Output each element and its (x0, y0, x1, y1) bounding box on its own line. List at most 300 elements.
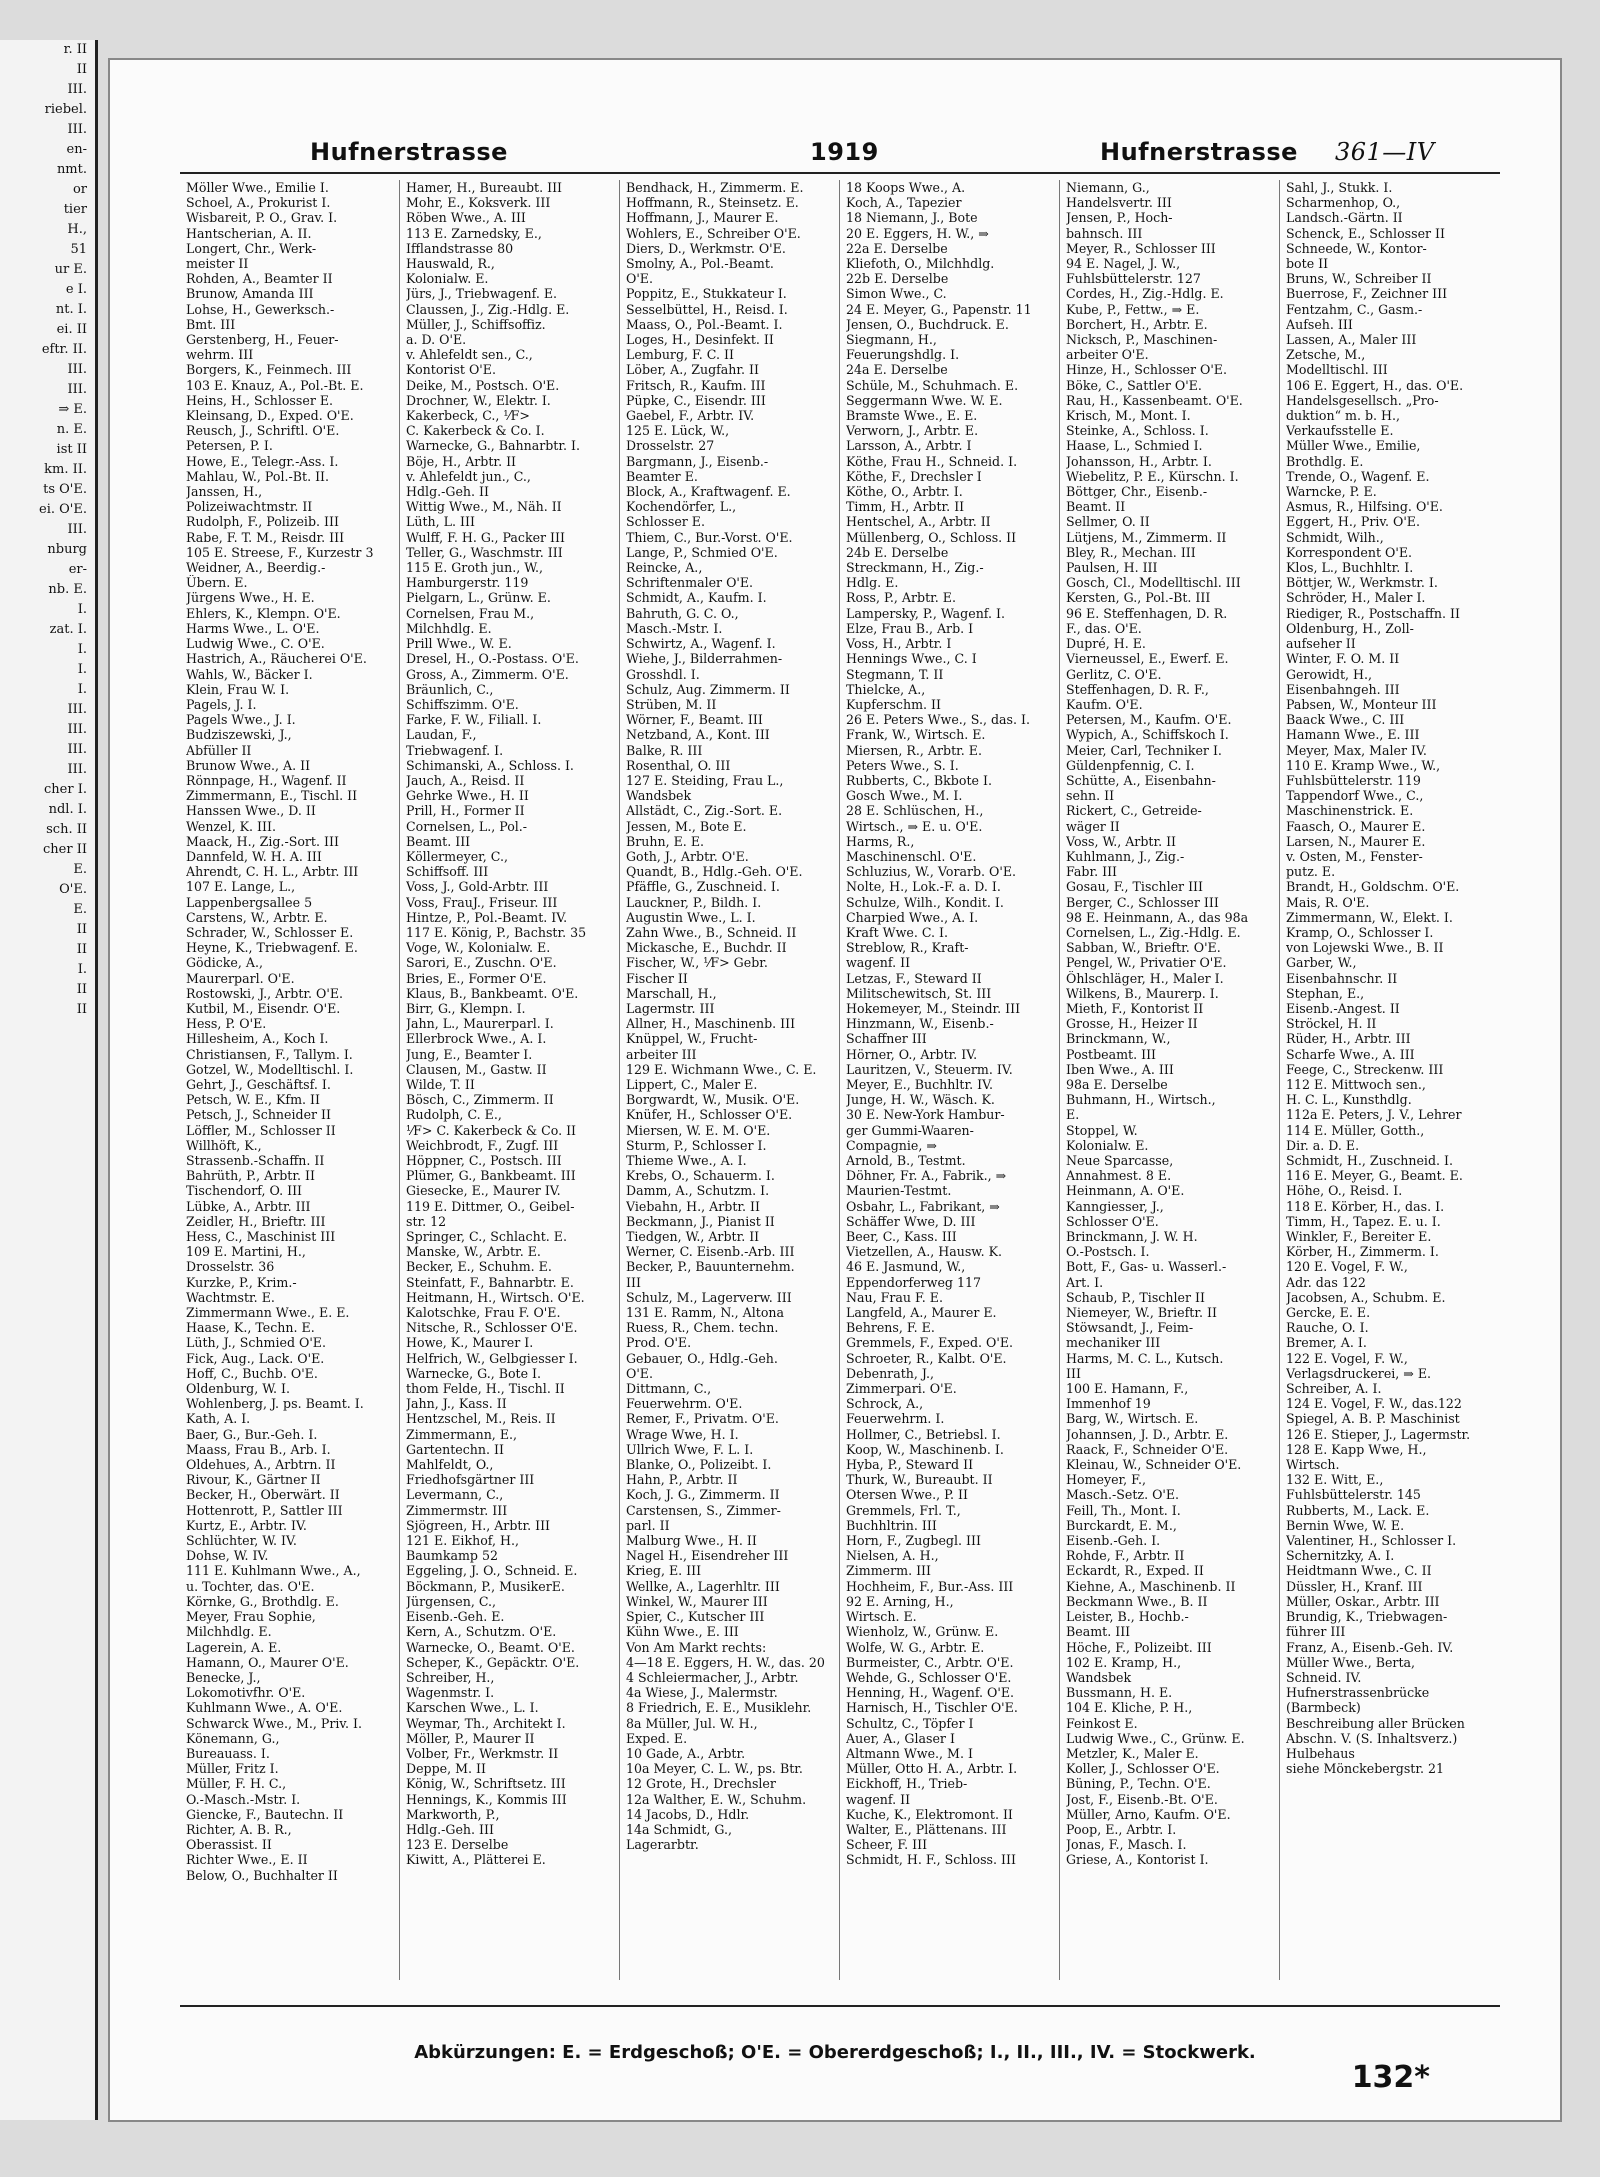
directory-entry: Böje, H., Arbtr. II (406, 453, 517, 469)
directory-entry: Asmus, R., Hilfsing. O'E. (1286, 499, 1443, 515)
directory-entry: Ruess, R., Chem. techn. (626, 1320, 779, 1336)
directory-entry: Becker, P., Bauunternehm. (626, 1259, 795, 1275)
directory-entry: Budziszewski, J., (186, 727, 292, 743)
directory-entry: arbeiter O'E. (1066, 347, 1149, 363)
street-name-right: Hufnerstrasse (1100, 138, 1298, 166)
directory-entry: Larsen, N., Maurer E. (1286, 833, 1426, 849)
directory-entry: Hörner, O., Arbtr. IV. (846, 1046, 978, 1062)
directory-entry: Köthe, Frau H., Schneid. I. (846, 453, 1018, 469)
directory-entry: Eisenb.-Geh. E. (406, 1609, 505, 1625)
directory-entry: 30 E. New-York Hambur- (846, 1107, 1005, 1123)
directory-entry: Adr. das 122 (1286, 1274, 1366, 1290)
directory-entry: Springer, C., Schlacht. E. (406, 1229, 567, 1245)
directory-entry: Hamann Wwe., E. III (1286, 727, 1420, 743)
directory-entry: Remer, F., Privatm. O'E. (626, 1411, 779, 1427)
directory-entry: Gehrke Wwe., H. II (406, 788, 529, 804)
directory-entry: Kolonialw. E. (1066, 1137, 1149, 1153)
directory-entry: Hennings, K., Kommis III (406, 1791, 567, 1807)
directory-entry: Strassenb.-Schaffn. II (186, 1153, 325, 1168)
directory-entry: Hentschel, A., Arbtr. II (846, 514, 991, 530)
directory-entry: Handelsvertr. III (1066, 195, 1172, 211)
left-strip-fragment: I. (77, 602, 87, 617)
directory-entry: Schroeter, R., Kalbt. O'E. (846, 1350, 1007, 1366)
directory-entry: Dohse, W. IV. (186, 1548, 269, 1564)
directory-entry: Reusch, J., Schriftl. O'E. (186, 423, 340, 439)
directory-entry: 120 E. Vogel, F. W., (1286, 1259, 1408, 1275)
directory-entry: Müller, Oskar., Arbtr. III (1286, 1593, 1440, 1609)
directory-entry: Nielsen, A. H., (846, 1548, 939, 1564)
directory-entry: Bott, F., Gas- u. Wasserl.- (1066, 1259, 1227, 1275)
left-strip-fragment: ist II (56, 442, 87, 457)
directory-entry: ger Gummi-Waaren- (846, 1122, 974, 1138)
directory-entry: Meyer, E., Buchhltr. IV. (846, 1076, 994, 1092)
directory-entry: Bley, R., Mechan. III (1066, 544, 1196, 560)
directory-entry: 114 E. Müller, Gotth., (1286, 1122, 1425, 1138)
left-strip-fragment: III. (67, 762, 87, 777)
directory-entry: Müller, Fritz I. (186, 1761, 279, 1777)
directory-entry: Baack Wwe., C. III (1286, 712, 1405, 728)
directory-entry: 119 E. Dittmer, O., Geibel- (406, 1198, 575, 1214)
directory-entry: Cornelsen, L., Zig.-Hdlg. E. (1066, 924, 1241, 940)
directory-entry: putz. E. (1286, 864, 1336, 880)
directory-entry: Beamt. II (1066, 499, 1126, 515)
directory-entry: Zimmerm. III (846, 1563, 932, 1579)
directory-entry: Böttjer, W., Werkmstr. I. (1286, 575, 1438, 591)
directory-entry: Kakerbeck, C., ⅟F> (406, 408, 530, 424)
directory-entry: Barg, W., Wirtsch. E. (1066, 1411, 1199, 1427)
directory-entry: Peters Wwe., S. I. (846, 757, 959, 773)
directory-entry: Fick, Aug., Lack. O'E. (186, 1350, 325, 1366)
page-header (110, 130, 1560, 170)
directory-entry: Schernitzky, A. I. (1286, 1548, 1395, 1564)
directory-entry: Körber, H., Zimmerm. I. (1286, 1244, 1439, 1260)
directory-entry: Heidtmann Wwe., C. II (1286, 1563, 1432, 1579)
directory-entry: Wilde, T. II (406, 1076, 475, 1092)
directory-entry: Hulbehaus (1286, 1745, 1355, 1761)
directory-entry: Prod. O'E. (626, 1335, 692, 1351)
directory-entry: 129 E. Wichmann Wwe., C. E. (626, 1061, 817, 1077)
directory-entry: Sellmer, O. II (1066, 514, 1150, 530)
directory-entry: 104 E. Kliche, P. H., (1066, 1700, 1193, 1716)
directory-entry: Blanke, O., Polizeibt. I. (626, 1457, 772, 1473)
directory-entry: 22b E. Derselbe (846, 271, 949, 287)
directory-entry: Wohlenberg, J. ps. Beamt. I. (186, 1396, 364, 1412)
year: 1919 (810, 138, 879, 166)
directory-entry: Schmidt, H., Zuschneid. I. (1286, 1153, 1454, 1168)
directory-entry: Lippert, C., Maler E. (626, 1076, 758, 1092)
directory-entry: Fischer II (626, 970, 688, 986)
directory-entry: Wahls, W., Bäcker I. (186, 666, 313, 682)
directory-entry: Steinfatt, F., Bahnarbtr. E. (406, 1274, 574, 1290)
directory-entry: Wiehe, J., Bilderrahmen- (626, 651, 783, 667)
directory-entry: O'E. (626, 271, 653, 287)
directory-entry: v. Ahlefeldt sen., C., (406, 347, 533, 363)
directory-entry: Deike, M., Postsch. O'E. (406, 377, 560, 393)
page-number: 132* (1351, 2060, 1430, 2095)
directory-entry: Schulze, Wilh., Kondit. I. (846, 894, 1004, 910)
directory-entry: Kiehne, A., Maschinenb. II (1066, 1578, 1236, 1594)
directory-entry: Beckmann Wwe., B. II (1066, 1593, 1208, 1609)
directory-entry: Löber, A., Zugfahr. II (626, 362, 760, 378)
directory-entry: Ludwig Wwe., C., Grünw. E. (1066, 1730, 1245, 1746)
directory-entry: Oldehues, A., Arbtrn. II (186, 1457, 336, 1473)
directory-entry: Below, O., Buchhalter II (186, 1867, 338, 1883)
directory-entry: Rönnpage, H., Wagenf. II (186, 772, 347, 788)
directory-entry: Hoff, C., Buchb. O'E. (186, 1365, 318, 1381)
directory-entry: Schlüchter, W. IV. (186, 1533, 297, 1549)
directory-entry: Pagels, J. I. (186, 696, 257, 712)
left-strip-fragment: III. (67, 722, 87, 737)
directory-entry: Petsch, J., Schneider II (186, 1107, 332, 1123)
directory-entry: Hentzschel, M., Reis. II (406, 1411, 556, 1427)
directory-entry: wäger II (1066, 818, 1120, 834)
directory-entry: arbeiter III (626, 1046, 697, 1062)
directory-entry: 4a Wiese, J., Malermstr. (626, 1685, 778, 1701)
directory-entry: Wachtmstr. E. (186, 1289, 275, 1305)
directory-entry: Ellerbrock Wwe., A. I. (406, 1031, 547, 1047)
directory-entry: Damm, A., Schutzm. I. (626, 1183, 770, 1199)
directory-entry: Köthe, O., Arbtr. I. (846, 484, 963, 500)
directory-entry: 14a Schmidt, G., (626, 1821, 733, 1837)
directory-entry: Simon Wwe., C. (846, 286, 947, 302)
left-strip-fragment: III. (67, 82, 87, 97)
directory-entry: Gehrt, J., Geschäftsf. I. (186, 1076, 331, 1092)
left-strip-fragment: ei. II (56, 322, 87, 337)
directory-entry: 98 E. Heinmann, A., das 98a (1066, 909, 1249, 925)
directory-entry: u. Tochter, das. O'E. (186, 1578, 315, 1594)
directory-entry: Jonas, F., Masch. I. (1066, 1837, 1187, 1853)
directory-entry: 10 Gade, A., Arbtr. (626, 1745, 746, 1761)
directory-entry: Reincke, A., (626, 560, 703, 576)
directory-entry: Lübke, A., Arbtr. III (186, 1198, 311, 1214)
directory-column-5 (1060, 180, 1280, 1980)
left-strip-fragment: II (76, 1002, 87, 1017)
directory-entry: Cornelsen, L., Pol.- (406, 818, 528, 834)
directory-entry: Jürs, J., Triebwagenf. E. (406, 286, 558, 302)
directory-entry: Riediger, R., Postschaffn. II (1286, 605, 1460, 621)
left-strip-fragment: E. (73, 862, 87, 877)
directory-entry: Sjögreen, H., Arbtr. III (406, 1517, 551, 1533)
directory-entry: 113 E. Zarnedsky, E., (406, 225, 542, 241)
directory-entry: Fuhlsbüttelerstr. 127 (1066, 271, 1201, 287)
directory-entry: 117 E. König, P., Bachstr. 35 (406, 924, 587, 940)
directory-entry: Schneede, W., Kontor- (1286, 240, 1427, 256)
directory-entry: Kraft Wwe. C. I. (846, 924, 949, 940)
directory-entry: Müller, F. H. C., (186, 1776, 287, 1792)
left-strip-fragment: O'E. (59, 882, 87, 897)
directory-entry: Deppe, M. II (406, 1761, 486, 1777)
directory-entry: Hastrich, A., Räucherei O'E. (186, 651, 367, 667)
directory-entry: Hollmer, C., Betriebsl. I. (846, 1426, 1001, 1442)
directory-entry: 102 E. Kramp, H., (1066, 1654, 1182, 1670)
directory-entry: Longert, Chr., Werk- (186, 240, 317, 256)
directory-entry: Sarori, E., Zuschn. O'E. (406, 955, 557, 971)
directory-entry: Lüth, J., Schmied O'E. (186, 1335, 326, 1351)
directory-entry: Rüder, H., Arbtr. III (1286, 1031, 1411, 1047)
directory-entry: Maschinenstrick. E. (1286, 803, 1414, 819)
directory-entry: Landsch.-Gärtn. II (1286, 210, 1403, 226)
directory-entry: Öhlschläger, H., Maler I. (1066, 970, 1224, 986)
directory-entry: Hillesheim, A., Koch I. (186, 1031, 329, 1047)
directory-entry: Schlosser O'E. (1066, 1213, 1159, 1229)
directory-entry: 124 E. Vogel, F. W., das.122 (1286, 1396, 1462, 1412)
directory-entry: Hauswald, R., (406, 256, 495, 272)
directory-entry: Krisch, M., Mont. I. (1066, 408, 1191, 424)
directory-entry: Harms Wwe., L. O'E. (186, 620, 320, 636)
left-strip-fragment: or (72, 182, 87, 197)
directory-entry: Teller, G., Waschmstr. III (406, 544, 563, 560)
directory-entry: Knüppel, W., Frucht- (626, 1031, 758, 1047)
directory-column-1 (180, 180, 400, 1980)
left-strip-fragment: II (76, 942, 87, 957)
directory-entry: König, W., Schriftsetz. III (406, 1776, 566, 1792)
directory-entry: 121 E. Eikhof, H., (406, 1533, 519, 1549)
directory-entry: Frank, W., Wirtsch. E. (846, 727, 986, 743)
directory-entry: Zimmermstr. III (406, 1502, 508, 1518)
directory-entry: Düssler, H., Kranf. III (1286, 1578, 1423, 1594)
directory-entry: Kliefoth, O., Milchhdlg. (846, 256, 995, 272)
directory-entry: Mohr, E., Koksverk. III (406, 195, 551, 211)
directory-entry: Ullrich Wwe, F. L. I. (626, 1441, 754, 1457)
directory-entry: Stegmann, T. II (846, 666, 944, 682)
directory-entry: Wirtsch., ⇒ E. u. O'E. (846, 818, 983, 834)
directory-entry: Von Am Markt rechts: (626, 1639, 767, 1655)
left-strip-fragment: er- (68, 562, 87, 577)
directory-entry: Köthe, F., Drechsler I (846, 468, 982, 484)
directory-entry: Gosch Wwe., M. I. (846, 788, 963, 804)
directory-entry: Gartentechn. II (406, 1441, 504, 1457)
directory-entry: Eggert, H., Priv. O'E. (1286, 514, 1420, 530)
directory-entry: Bmt. III (186, 316, 236, 332)
directory-entry: Schaffner III (846, 1031, 927, 1047)
directory-entry: 128 E. Kapp Wwe, H., (1286, 1441, 1427, 1457)
directory-entry: Meier, Carl, Techniker I. (1066, 742, 1222, 758)
directory-entry: Altmann Wwe., M. I (846, 1745, 973, 1761)
directory-entry: Burckardt, E. M., (1066, 1517, 1177, 1533)
directory-entry: Milchhdlg. E. (186, 1624, 272, 1640)
directory-entry: Becker, H., Oberwärt. II (186, 1487, 340, 1503)
directory-entry: Walter, E., Plättenans. III (846, 1821, 1007, 1837)
directory-entry: Knüfer, H., Schlosser O'E. (626, 1107, 793, 1123)
directory-entry: Lokomotivfhr. O'E. (186, 1685, 306, 1701)
directory-entry: Poop, E., Arbtr. I. (1066, 1821, 1177, 1837)
directory-entry: ⅟F> C. Kakerbeck & Co. II (406, 1122, 577, 1138)
directory-entry: Bruhn, E. E. (626, 833, 705, 849)
left-strip-fragment: I. (77, 662, 87, 677)
directory-entry: Manske, W., Arbtr. E. (406, 1244, 541, 1260)
directory-entry: 112a E. Peters, J. V., Lehrer (1286, 1107, 1462, 1123)
directory-entry: Christiansen, F., Tallym. I. (186, 1046, 353, 1062)
directory-entry: Bräunlich, C., (406, 681, 494, 697)
directory-entry: Voge, W., Kolonialw. E. (406, 940, 551, 956)
directory-entry: duktion“ m. b. H., (1286, 408, 1401, 424)
directory-entry: Gödicke, A., (186, 955, 263, 971)
directory-entry: Gosch, Cl., Modelltischl. III (1066, 575, 1241, 591)
directory-entry: Zimmermann, E., (406, 1426, 518, 1442)
directory-entry: Helfrich, W., Gelbgiesser I. (406, 1350, 578, 1366)
directory-entry: wagenf. II (846, 1791, 911, 1807)
directory-entry: Hottenrott, P., Sattler III (186, 1502, 343, 1518)
directory-entry: Balke, R. III (626, 742, 703, 758)
directory-entry: Viebahn, H., Arbtr. II (626, 1198, 760, 1214)
directory-entry: Büning, P., Techn. O'E. (1066, 1776, 1211, 1792)
directory-entry: Kochendörfer, L., (626, 499, 737, 515)
directory-entry: Maurerparl. O'E. (186, 970, 295, 986)
directory-entry: Püpke, C., Eisendr. III (626, 392, 766, 408)
directory-entry: 94 E. Nagel, J. W., (1066, 256, 1181, 272)
directory-entry: Krebs, O., Schauerm. I. (626, 1168, 775, 1184)
directory-entry: Steffenhagen, D. R. F., (1066, 681, 1209, 697)
directory-entry: 132 E. Witt, E., (1286, 1472, 1384, 1488)
directory-entry: Smolny, A., Pol.-Beamt. (626, 256, 774, 272)
directory-entry: Pielgarn, L., Grünw. E. (406, 590, 551, 606)
directory-entry: Kalotschke, Frau F. O'E. (406, 1305, 561, 1321)
directory-entry: Koch, J. G., Zimmerm. II (626, 1487, 780, 1503)
directory-entry: Oberassist. II (186, 1837, 272, 1853)
directory-entry: Schiffszimm. O'E. (406, 696, 519, 712)
directory-entry: Tappendorf Wwe., C., (1286, 788, 1424, 804)
directory-entry: Werner, C. Eisenb.-Arb. III (626, 1244, 795, 1260)
directory-entry: Kuhlmann, J., Zig.- (1066, 848, 1185, 864)
directory-entry: Siegmann, H., (846, 332, 937, 348)
directory-entry: Plümer, G., Bankbeamt. III (406, 1168, 576, 1184)
directory-entry: Voss, W., Arbtr. II (1066, 833, 1177, 849)
left-strip-fragment: eftr. II. (41, 342, 87, 357)
directory-entry: E. (1066, 1107, 1080, 1123)
directory-entry: Gross, A., Zimmerm. O'E. (406, 666, 569, 682)
directory-entry: Fritsch, R., Kaufm. III (626, 377, 766, 393)
directory-entry: 4—18 E. Eggers, H. W., das. 20 (626, 1654, 825, 1670)
directory-entry: Jensen, P., Hoch- (1066, 210, 1173, 226)
directory-entry: Petersen, M., Kaufm. O'E. (1066, 712, 1232, 728)
directory-entry: Wilkens, B., Maurerp. I. (1066, 985, 1219, 1001)
directory-entry: Maass, O., Pol.-Beamt. I. (626, 316, 783, 332)
left-strip-fragment: tier (63, 202, 87, 217)
directory-entry: C. Kakerbeck & Co. I. (406, 423, 545, 439)
directory-entry: Winkel, W., Maurer III (626, 1593, 768, 1609)
directory-entry: Dir. a. D. E. (1286, 1137, 1360, 1153)
directory-entry: Kiwitt, A., Plätterei E. (406, 1852, 546, 1868)
directory-entry: Klos, L., Buchhltr. I. (1286, 560, 1414, 576)
directory-entry: Hoffmann, J., Maurer E. (626, 210, 779, 226)
directory-entry: Osbahr, L., Fabrikant, ⇒ (846, 1198, 1000, 1214)
directory-entry: 92 E. Arning, H., (846, 1593, 954, 1609)
directory-entry: Wypich, A., Schiffskoch I. (1066, 727, 1229, 743)
directory-entry: Heinmann, A. O'E. (1066, 1183, 1185, 1199)
directory-entry: Dupré, H. E. (1066, 636, 1146, 652)
directory-entry: Allner, H., Maschinenb. III (626, 1016, 796, 1032)
directory-entry: Johansson, H., Arbtr. I. (1066, 453, 1212, 469)
directory-entry: Lassen, A., Maler III (1286, 332, 1417, 348)
directory-entry: Dannfeld, W. H. A. III (186, 848, 322, 864)
directory-entry: Feinkost E. (1066, 1715, 1138, 1731)
directory-entry: Handelsgesellsch. „Pro- (1286, 392, 1439, 408)
directory-entry: Hintze, P., Pol.-Beamt. IV. (406, 909, 568, 925)
directory-entry: Schrader, W., Schlosser E. (186, 924, 354, 940)
directory-entry: Eisenbahnschr. II (1286, 970, 1398, 986)
directory-entry: Bendhack, H., Zimmerm. E. (626, 180, 804, 195)
left-strip-fragment: riebel. (44, 102, 87, 117)
directory-entry: Schröder, H., Maler I. (1286, 590, 1426, 606)
directory-entry: 96 E. Steffenhagen, D. R. (1066, 605, 1228, 621)
left-strip-fragment: cher I. (44, 782, 87, 797)
previous-page-edge (0, 40, 98, 2120)
directory-entry: str. 12 (406, 1213, 447, 1229)
directory-entry: Benecke, J., (186, 1669, 261, 1685)
directory-entry: Löffler, M., Schlosser II (186, 1122, 336, 1138)
directory-entry: Wandsbek (1066, 1669, 1132, 1685)
left-strip-fragment: en- (66, 142, 87, 157)
directory-entry: Nitsche, R., Schlosser O'E. (406, 1320, 578, 1336)
directory-column-2 (400, 180, 620, 1980)
directory-entry: Timm, H., Arbtr. II (846, 499, 965, 515)
directory-entry: Wienholz, W., Grünw. E. (846, 1624, 999, 1640)
directory-entry: 131 E. Ramm, N., Altona (626, 1305, 785, 1321)
directory-entry: Brunow, Amanda III (186, 286, 314, 302)
directory-entry: Drochner, W., Elektr. I. (406, 392, 551, 408)
directory-entry: Harms, M. C. L., Kutsch. (1066, 1350, 1224, 1366)
directory-entry: Wellke, A., Lagerhltr. III (626, 1578, 780, 1594)
directory-entry: Giencke, F., Bautechn. II (186, 1806, 344, 1822)
directory-entry: Bahrüth, P., Arbtr. II (186, 1168, 315, 1184)
directory-entry: Koop, W., Maschinenb. I. (846, 1441, 1004, 1457)
directory-entry: Schimanski, A., Schloss. I. (406, 757, 574, 773)
directory-entry: Zimmermann, E., Tischl. II (186, 788, 358, 804)
directory-entry: Hinze, H., Schlosser O'E. (1066, 362, 1227, 378)
directory-entry: Levermann, C., (406, 1487, 504, 1503)
directory-entry: Wiebelitz, P. E., Kürschn. I. (1066, 468, 1239, 484)
directory-entry: Schrock, A., (846, 1396, 924, 1412)
left-strip-fragment: e I. (65, 282, 87, 297)
directory-entry: Grosshdl. I. (626, 666, 700, 682)
directory-entry: Milchhdlg. E. (406, 620, 492, 636)
directory-entry: Clausen, M., Gastw. II (406, 1061, 547, 1077)
directory-entry: Ross, P., Arbtr. E. (846, 590, 957, 606)
directory-entry: Franz, A., Eisenb.-Geh. IV. (1286, 1639, 1454, 1655)
directory-entry: Stoppel, W. (1066, 1122, 1138, 1138)
left-strip-fragment: I. (77, 682, 87, 697)
directory-entry: Miersen, R., Arbtr. E. (846, 742, 982, 758)
directory-entry: Koller, J., Schlosser O'E. (1066, 1761, 1220, 1777)
directory-entry: Borgers, K., Feinmech. III (186, 362, 352, 378)
directory-entry: Lauckner, P., Bildh. I. (626, 894, 762, 910)
directory-entry: Prill Wwe., W. E. (406, 636, 512, 652)
page-reference: 361—IV (1335, 138, 1435, 166)
directory-entry: Kube, P., Fettw., ⇒ E. (1066, 301, 1200, 317)
directory-entry: Eisenb.-Geh. I. (1066, 1533, 1161, 1549)
directory-entry: Koch, A., Tapezier (846, 195, 962, 211)
directory-entry: 123 E. Derselbe (406, 1837, 509, 1853)
directory-entry: wehrm. III (186, 347, 254, 363)
directory-entry: Ehlers, K., Klempn. O'E. (186, 605, 341, 621)
directory-entry: Griese, A., Kontorist I. (1066, 1852, 1209, 1868)
directory-entry: Nau, Frau F. E. (846, 1289, 944, 1305)
directory-entry: Prill, H., Former II (406, 803, 525, 819)
directory-entry: Arnold, B., Testmt. (846, 1153, 966, 1168)
directory-entry: Lüth, L. III (406, 514, 475, 530)
directory-entry: Kurzke, P., Krim.- (186, 1274, 297, 1290)
directory-entry: Kleinsang, D., Exped. O'E. (186, 408, 354, 424)
directory-entry: Iben Wwe., A. III (1066, 1061, 1174, 1077)
directory-entry: Abfüller II (186, 742, 252, 758)
directory-entry: Brothdlg. E. (1286, 453, 1364, 469)
directory-entry: Maack, H., Zig.-Sort. III (186, 833, 339, 849)
directory-entry: Meyer, Frau Sophie, (186, 1609, 316, 1625)
directory-entry: Lemburg, F. C. II (626, 347, 734, 363)
left-strip-fragment: III. (67, 702, 87, 717)
directory-entry: Verlagsdruckerei, ⇒ E. (1286, 1365, 1432, 1381)
directory-entry: Eisenb.-Angest. II (1286, 1000, 1400, 1016)
